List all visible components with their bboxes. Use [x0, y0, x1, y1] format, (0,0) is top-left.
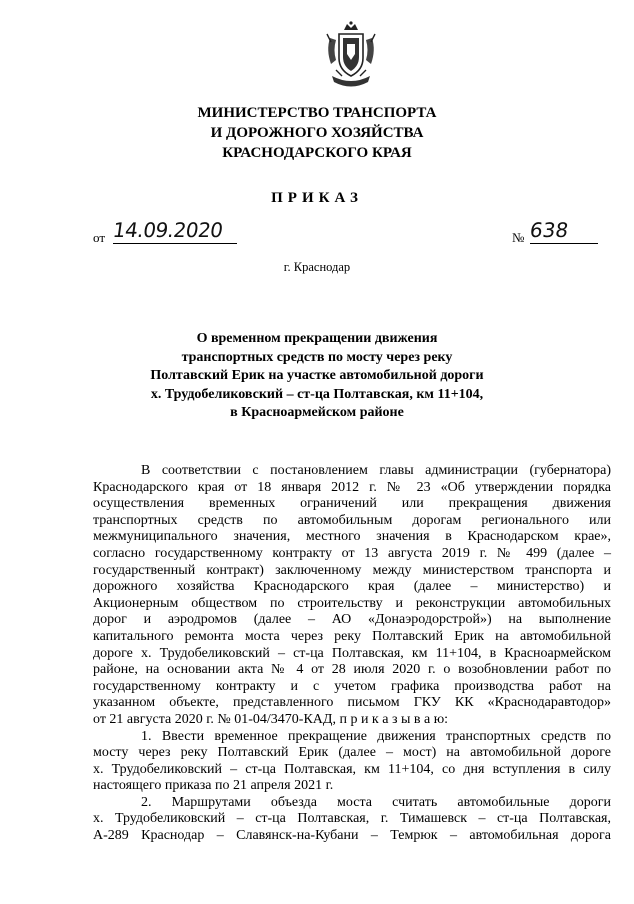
preamble-paragraph	[93, 463, 611, 729]
text-line: настоящего приказа по 21 апреля 2021 г.	[93, 778, 334, 794]
text-line: указанном объекте, представленного письмом ГКУ КК «Краснодаравтодор»	[93, 695, 611, 711]
document-type-heading: ПРИКАЗ	[271, 190, 363, 206]
date-prefix: от	[93, 230, 106, 245]
order-title	[0, 330, 634, 423]
ministry-line: МИНИСТЕРСТВО ТРАНСПОРТА	[197, 105, 437, 121]
text-line: А-289 Краснодар – Славянск-на-Кубани – Темрюк – автомобильная дорога	[93, 828, 611, 844]
text-line: В соответствии с постановлением главы администрации (губернатора)	[141, 463, 611, 478]
date-underline	[113, 243, 237, 244]
handwritten-date: 14.09.2020	[111, 218, 225, 242]
coat-of-arms-emblem	[322, 20, 380, 92]
text-line: мосту через реку Полтавский Ерик (далее – мост) на автомобильной дороге	[93, 745, 611, 761]
number-underline	[530, 243, 598, 244]
text-line: государственному контракту и с учетом графика производства работ на	[93, 678, 611, 694]
ministry-line: КРАСНОДАРСКОГО КРАЯ	[222, 145, 412, 161]
title-line: О временном прекращении движения	[196, 331, 438, 346]
number-sign: №	[512, 230, 525, 245]
text-line: капитального ремонта моста через реку Полтавский Ерик на автомобильной	[93, 628, 611, 644]
text-line: согласно государственному контракту от 13 августа 2019 г. № 499 (далее –	[93, 545, 611, 561]
text-line: 2. Маршрутами объезда моста считать автомобильные дороги	[141, 794, 611, 810]
text-line: районе, на основании акта № 4 от 28 июля 2020 г. о возобновлении работ по	[93, 662, 611, 678]
city-name: г. Краснодар	[283, 260, 351, 274]
text-line: межмуниципального значения, местного значения в Краснодарском крае»,	[93, 529, 611, 545]
clause-1-paragraph	[93, 729, 611, 795]
text-line: 1. Ввести временное прекращение движения транспортных средств по	[141, 728, 611, 744]
order-body	[93, 463, 611, 845]
text-line: х. Трудобеликовский – ст-ца Полтавская, км 11+104, со дня вступления в силу	[93, 761, 611, 777]
clause-2-paragraph	[93, 795, 611, 845]
text-line: дорожного хозяйства Краснодарского края (далее – министерство) и	[93, 579, 611, 595]
ministry-name	[0, 103, 634, 163]
title-line: транспортных средств по мосту через реку	[181, 349, 453, 365]
title-line: х. Трудобеликовский – ст-ца Полтавская, км 11+104,	[150, 386, 484, 402]
text-line: государственный контракт) заключенному между министерством транспорта и	[93, 562, 611, 578]
text-line: осуществления временных ограничений или прекращения движения	[93, 496, 611, 512]
text-line: от 21 августа 2020 г. № 01-04/3470-КАД, п р и к а з ы в а ю:	[93, 711, 449, 727]
text-line: Краснодарского края от 18 января 2012 г. № 23 «Об утверждении порядка	[93, 479, 611, 495]
text-line: транспортных средств по автомобильным дорогам регионального или	[93, 512, 611, 528]
ministry-line: И ДОРОЖНОГО ХОЗЯЙСТВА	[210, 125, 424, 141]
text-line: х. Трудобеликовский – ст-ца Полтавская, г. Тимашевск – ст-ца Полтавская,	[93, 811, 611, 827]
text-line: дорог и аэродромов (далее – АО «Донаэродорстрой») на выполнение	[93, 612, 611, 628]
title-line: Полтавский Ерик на участке автомобильной дороги	[150, 368, 484, 383]
text-line: Акционерным обществом по строительству и реконструкции автомобильных	[93, 595, 611, 611]
title-line: в Красноармейском районе	[230, 405, 404, 420]
handwritten-order-number: 638	[528, 218, 570, 242]
text-line: дороге х. Трудобеликовский – ст-ца Полтавская, км 11+104, в Красноармейском	[93, 645, 611, 661]
